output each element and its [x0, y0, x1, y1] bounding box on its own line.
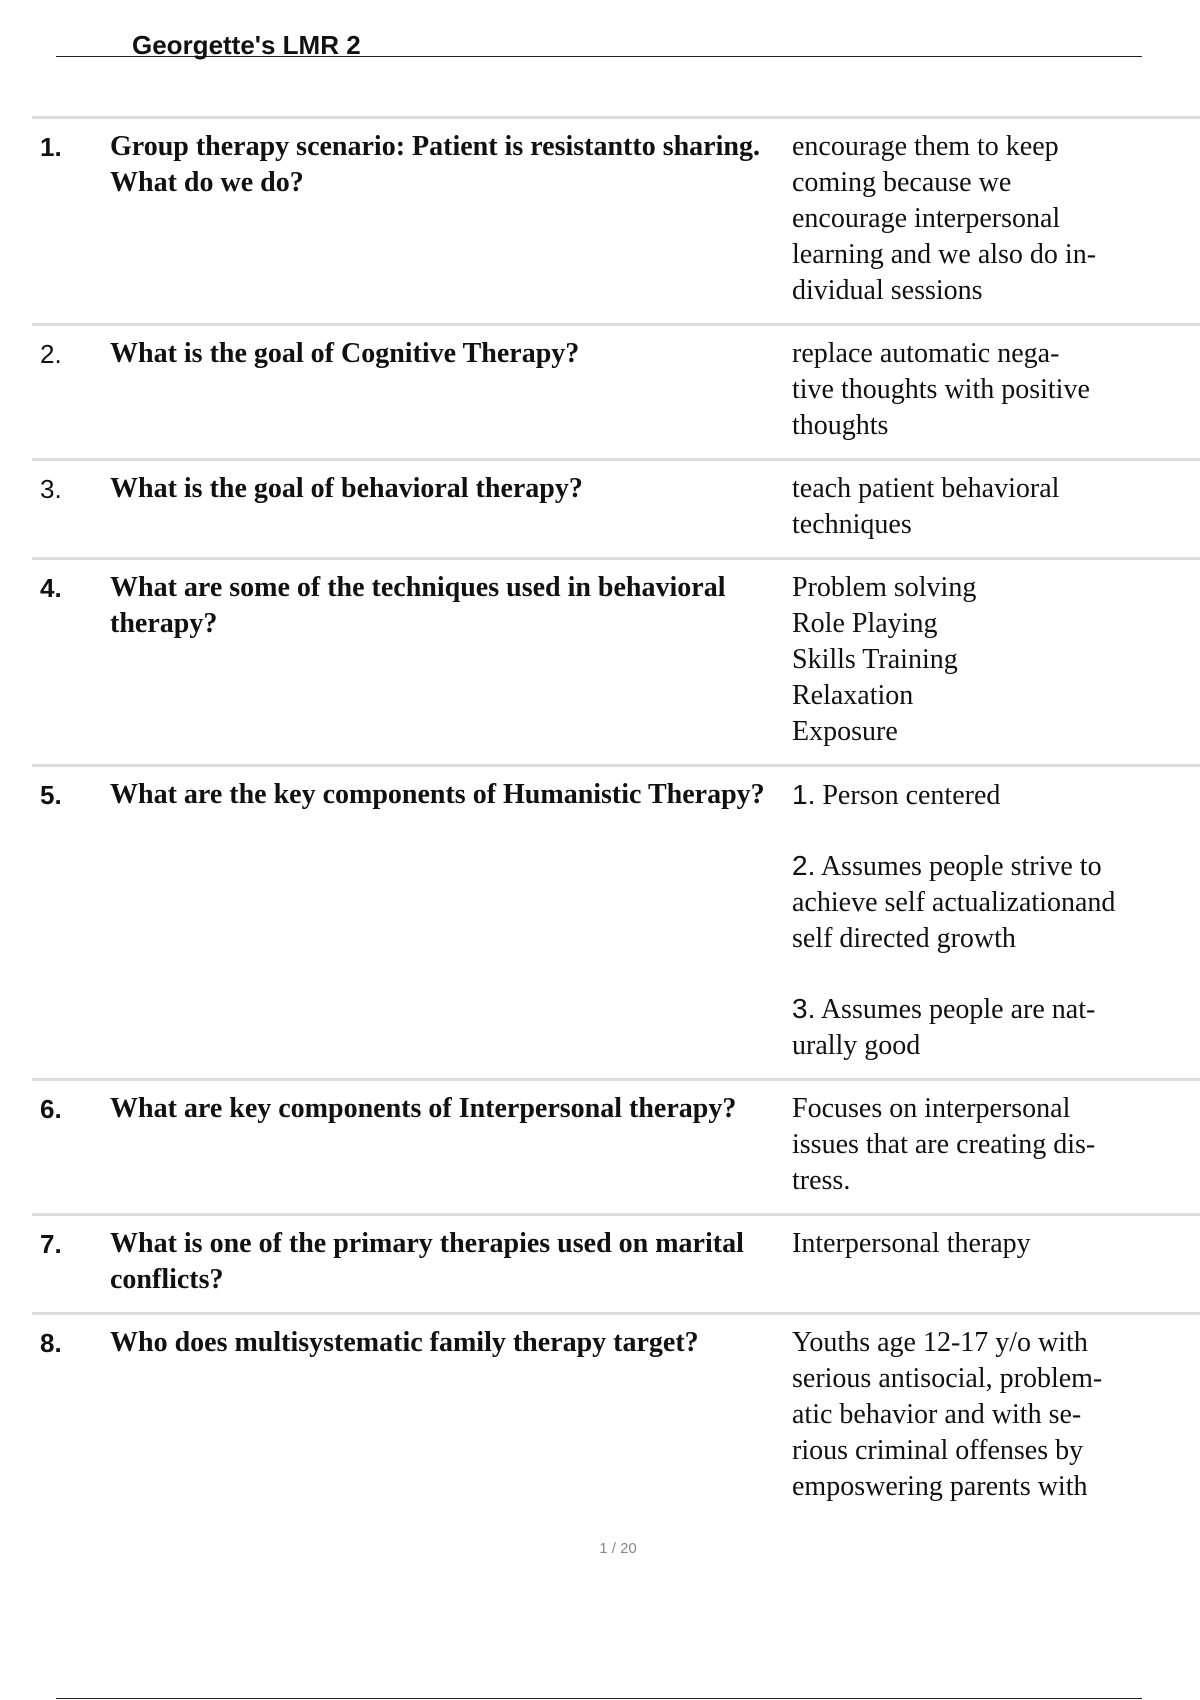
answer-line: issues that are creating dis-	[792, 1129, 1096, 1160]
answer-text	[792, 129, 1200, 309]
answer-line: dividual sessions	[792, 275, 983, 306]
table-row	[32, 323, 1200, 458]
answer-line: Focuses on interpersonal	[792, 1093, 1071, 1124]
answer-text	[792, 570, 1200, 750]
answer-line: teach patient behavioral	[792, 473, 1060, 504]
question-text: What are some of the techniques used in behavioral therapy?	[110, 572, 726, 639]
answer-line: urally good	[792, 1030, 921, 1061]
answer-line: Interpersonal therapy	[792, 1228, 1031, 1259]
answer-line: Person centered	[822, 780, 1001, 811]
footer-rule	[56, 1698, 1142, 1699]
row-number: 2.	[40, 339, 62, 369]
question-text: What is the goal of behavioral therapy?	[110, 473, 583, 504]
answer-list-item	[792, 991, 1200, 1064]
answer-line: rious criminal offenses by	[792, 1435, 1084, 1466]
answer-line: techniques	[792, 509, 912, 540]
answer-line: replace automatic nega-	[792, 338, 1060, 369]
row-number: 5.	[40, 780, 62, 810]
answer-line: Assumes people strive to	[820, 851, 1102, 882]
answer-line: atic behavior and with se-	[792, 1399, 1082, 1430]
answer-text	[792, 336, 1200, 444]
question-text: What is the goal of Cognitive Therapy?	[110, 338, 580, 369]
answer-line: self directed growth	[792, 923, 1016, 954]
answer-line: Assumes people are nat-	[820, 994, 1096, 1025]
answer-line: Exposure	[792, 716, 898, 747]
table-row	[32, 1213, 1200, 1312]
answer-line: learning and we also do in-	[792, 239, 1097, 270]
answer-list-item	[792, 848, 1200, 957]
answer-line: emposwering parents with	[792, 1471, 1088, 1502]
question-text: What are the key components of Humanistic Therapy?	[110, 779, 765, 810]
table-row	[32, 1312, 1200, 1519]
table-row	[32, 764, 1200, 1078]
question-text: Who does multisystematic family therapy target?	[110, 1327, 699, 1358]
table-row	[32, 116, 1200, 323]
table-row	[32, 1078, 1200, 1213]
answer-line: Youths age 12-17 y/o with	[792, 1327, 1088, 1358]
row-number: 7.	[40, 1229, 62, 1259]
row-number: 6.	[40, 1094, 62, 1124]
answer-line: tress.	[792, 1165, 851, 1196]
answer-text	[792, 1325, 1200, 1505]
table-row	[32, 557, 1200, 764]
answer-line: serious antisocial, problem-	[792, 1363, 1103, 1394]
answer-line: thoughts	[792, 410, 889, 441]
answer-line: encourage interpersonal	[792, 203, 1061, 234]
answer-list-number: 3.	[792, 993, 816, 1024]
flashcard-table	[32, 116, 1200, 1519]
page-number: 1 / 20	[599, 1540, 637, 1557]
row-number: 1.	[40, 132, 62, 162]
answer-line: tive thoughts with positive	[792, 374, 1090, 405]
answer-line: Role Playing	[792, 608, 938, 639]
answer-line: achieve self actualizationand	[792, 887, 1116, 918]
answer-line: encourage them to keep	[792, 131, 1059, 162]
answer-text	[792, 1091, 1200, 1199]
page-header	[56, 30, 1142, 60]
answer-line: Relaxation	[792, 680, 914, 711]
answer-list-item	[792, 777, 1200, 814]
answer-line: Problem solving	[792, 572, 977, 603]
table-row	[32, 458, 1200, 557]
answer-text	[792, 777, 1200, 1064]
question-text: Group therapy scenario: Patient is resistantto sharing. What do we do?	[110, 131, 760, 198]
row-number: 4.	[40, 573, 62, 603]
answer-text	[792, 471, 1200, 543]
row-number: 3.	[40, 474, 62, 504]
answer-text	[792, 1226, 1200, 1262]
answer-list-number: 2.	[792, 850, 816, 881]
question-text: What are key components of Interpersonal therapy?	[110, 1093, 737, 1124]
answer-list-number: 1.	[792, 779, 816, 810]
document-title: Georgette's LMR 2	[132, 30, 361, 60]
question-text: What is one of the primary therapies used on marital conflicts?	[110, 1228, 744, 1295]
answer-line: coming because we	[792, 167, 1012, 198]
answer-line: Skills Training	[792, 644, 958, 675]
row-number: 8.	[40, 1328, 62, 1358]
